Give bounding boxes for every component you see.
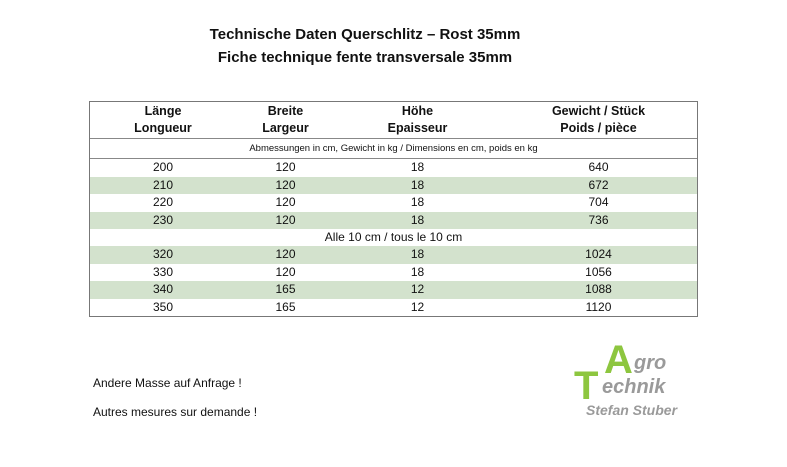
cell-weight: 1088 (585, 282, 612, 296)
table-row (90, 212, 697, 230)
cell-weight: 1120 (585, 299, 612, 314)
cell-weight: 1056 (585, 264, 612, 279)
header-weight-de: Gewicht / Stück (551, 104, 646, 118)
footer-french: Autres mesures sur demande ! (93, 405, 258, 419)
table-row (90, 281, 697, 299)
cell-height: 18 (410, 247, 425, 261)
title-french: Fiche technique fente transversale 35mm (217, 49, 513, 66)
logo-text-echnik: echnik (602, 376, 666, 398)
header-length-fr: Longueur (134, 121, 192, 135)
cell-height: 18 (410, 177, 425, 192)
cell-weight: 704 (588, 195, 609, 209)
cell-length: 340 (152, 282, 174, 296)
cell-length: 200 (152, 160, 174, 174)
title-german: Technische Daten Querschlitz – Rost 35mm (209, 26, 521, 43)
cell-width: 120 (275, 212, 296, 227)
cell-height: 12 (410, 282, 425, 296)
header-height-de: Höhe (401, 104, 434, 118)
table-row (90, 246, 697, 264)
cell-height: 18 (410, 264, 425, 279)
cell-width: 165 (275, 282, 296, 296)
header-height-fr: Epaisseur (387, 121, 448, 135)
cell-weight: 640 (588, 160, 609, 174)
logo-letter-t: T (574, 364, 599, 408)
cell-length: 330 (152, 264, 174, 279)
cell-length: 210 (152, 177, 174, 192)
logo-letter-a: A (604, 338, 633, 382)
cell-height: 12 (410, 299, 425, 314)
table-row (90, 194, 697, 212)
header-weight-fr: Poids / pièce (560, 121, 637, 135)
header-height (335, 102, 500, 138)
header-length (90, 102, 236, 138)
cell-weight: 736 (588, 212, 609, 227)
header-weight (500, 102, 697, 138)
table-header (90, 102, 697, 139)
specs-table (89, 101, 698, 317)
cell-length: 220 (152, 195, 174, 209)
header-width-fr: Largeur (262, 121, 309, 135)
header-length-de: Länge (144, 104, 182, 118)
cell-length: 350 (152, 299, 174, 314)
cell-weight: 1024 (585, 247, 612, 261)
cell-length: 320 (152, 247, 174, 261)
cell-width: 120 (275, 160, 296, 174)
cell-length: 230 (152, 212, 174, 227)
units-note: Abmessungen in cm, Gewicht in kg / Dimensions en cm, poids en kg (90, 139, 697, 159)
cell-height: 18 (410, 160, 425, 174)
agrotechnik-logo (572, 335, 694, 420)
footer-german: Andere Masse auf Anfrage ! (93, 376, 242, 390)
logo-tagline: Stefan Stuber (586, 402, 678, 418)
cell-width: 120 (275, 177, 296, 192)
header-width-de: Breite (267, 104, 304, 118)
cell-height: 18 (410, 212, 425, 227)
table-row (90, 177, 697, 195)
cell-width: 120 (275, 195, 296, 209)
table-row (90, 159, 697, 177)
cell-weight: 672 (588, 177, 609, 192)
cell-width: 120 (275, 264, 296, 279)
table-row (90, 264, 697, 282)
header-width (236, 102, 335, 138)
table-row (90, 299, 697, 317)
interval-note: Alle 10 cm / tous le 10 cm (324, 230, 463, 244)
cell-width: 165 (275, 299, 296, 314)
cell-height: 18 (410, 195, 425, 209)
cell-width: 120 (275, 247, 296, 261)
logo-text-gro: gro (634, 352, 667, 374)
